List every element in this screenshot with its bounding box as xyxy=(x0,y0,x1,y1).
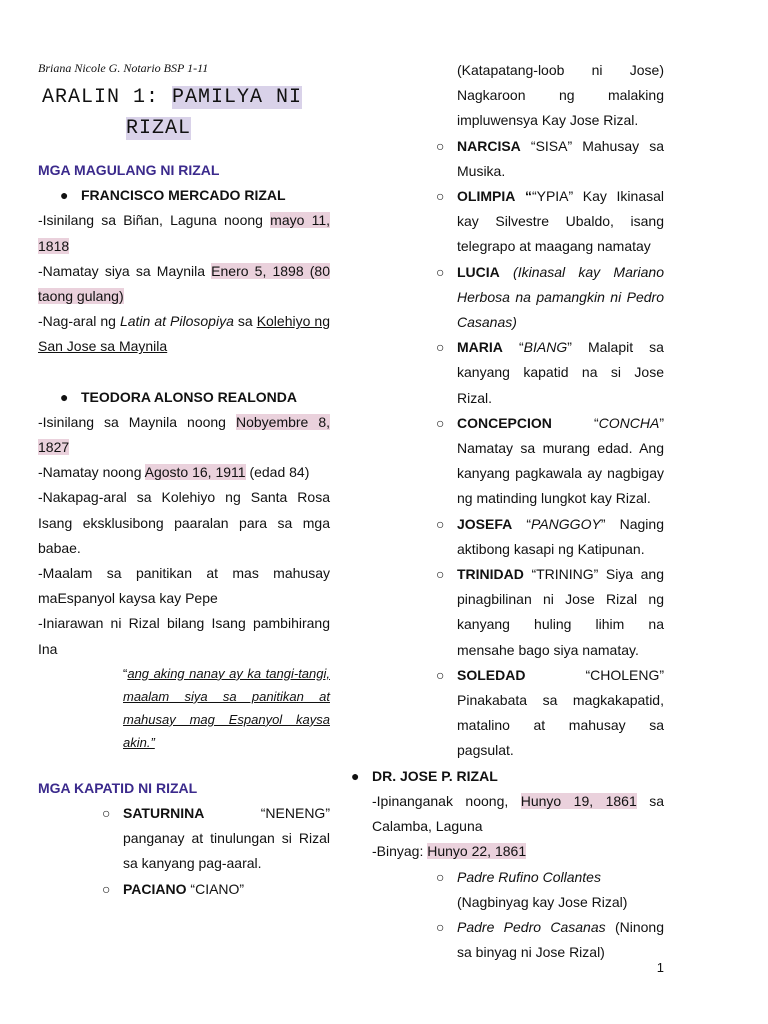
sibling-item: ○ LUCIA (Ikinasal kay Mariano Herbosa na pamangkin ni Pedro Casanas) xyxy=(372,260,664,336)
sibling-item: ○ NARCISA “SISA” Mahusay sa Musika. xyxy=(372,134,664,184)
circle-bullet-icon: ○ xyxy=(102,805,111,822)
godparent-item: ○ Padre Pedro Casanas (Ninong sa binyag ni Jose Rizal) xyxy=(372,915,664,965)
title-prefix: ARALIN 1: xyxy=(42,86,173,109)
title-highlight-2: RIZAL xyxy=(126,117,192,140)
circle-bullet-icon: ○ xyxy=(436,414,445,431)
rizal-name: ● DR. JOSE P. RIZAL xyxy=(329,764,664,789)
sibling-item: ○ PACIANO “CIANO” xyxy=(38,877,330,902)
right-column xyxy=(351,58,665,965)
mother-study: -Nakapag-aral sa Kolehiyo ng Santa Rosa Isang eksklusibong paaralan para sa mga babae. xyxy=(38,489,330,556)
mother-born: -Isinilang sa Maynila noong Nobyembre 8, 1827 xyxy=(38,413,331,456)
siblings-heading: MGA KAPATID NI RIZAL xyxy=(38,779,198,796)
page-title xyxy=(42,82,330,144)
rizal-baptism: -Binyag: Hunyo 22, 1861 xyxy=(372,843,527,860)
father-study: -Nag-aral ng Latin at Pilosopiya sa Kolehiyo ng San Jose sa Maynila xyxy=(38,313,330,355)
father-name: ● FRANCISCO MERCADO RIZAL xyxy=(38,183,330,208)
circle-bullet-icon: ○ xyxy=(436,515,445,532)
bullet-icon: ● xyxy=(60,187,69,204)
circle-bullet-icon: ○ xyxy=(436,918,445,935)
circle-bullet-icon: ○ xyxy=(436,868,445,885)
sibling-item: ○ SATURNINA “NENENG” panganay at tinulungan si Rizal sa kanyang pag-aaral. xyxy=(38,801,330,877)
mother-quote: “ang aking nanay ay ka tangi-tangi, maalam siya sa panitikan at mahusay mag Espanyol kaysa akin.” xyxy=(123,665,330,750)
page-number: 1 xyxy=(656,960,664,975)
mother-regard: -Iniarawan ni Rizal bilang Isang pambihirang Ina xyxy=(38,615,330,657)
paciano-continuation: (Katapatang-loob ni Jose) Nagkaroon ng malaking impluwensya Kay Jose Rizal. xyxy=(457,62,664,129)
sibling-item: ○ CONCEPCION “CONCHA” Namatay sa murang edad. Ang kanyang pagkawala ay nagbigay ng matinding lungkot kay Rizal. xyxy=(372,411,664,512)
godparent-item: ○ Padre Rufino Collantes (Nagbinyag kay Jose Rizal) xyxy=(372,865,664,915)
mother-name: ● TEODORA ALONSO REALONDA xyxy=(38,385,330,410)
left-column xyxy=(38,58,330,902)
bullet-icon: ● xyxy=(351,767,360,784)
circle-bullet-icon: ○ xyxy=(436,188,445,205)
mother-skill: -Maalam sa panitikan at mas mahusay maEspanyol kaysa kay Pepe xyxy=(38,565,330,607)
mother-died: -Namatay noong Agosto 16, 1911 (edad 84) xyxy=(38,464,310,481)
bullet-icon: ● xyxy=(60,388,69,405)
sibling-item: ○ TRINIDAD “TRINING” Siya ang pinagbilinan ni Jose Rizal ng kanyang huling lihim na mensahe bago siya namatay. xyxy=(372,562,664,663)
sibling-item: ○ MARIA “BIANG” Malapit sa kanyang kapatid na si Jose Rizal. xyxy=(372,335,664,411)
sibling-item: ○ JOSEFA “PANGGOY” Naging aktibong kasapi ng Katipunan. xyxy=(372,512,664,562)
circle-bullet-icon: ○ xyxy=(436,263,445,280)
title-highlight-1: PAMILYA NI xyxy=(172,86,303,109)
circle-bullet-icon: ○ xyxy=(436,666,445,683)
sibling-item: ○ OLIMPIA ““YPIA” Kay Ikinasal kay Silvestre Ubaldo, isang telegrapo at maagang namatay xyxy=(372,184,664,260)
rizal-born: -Ipinanganak noong, Hunyo 19, 1861 sa Calamba, Laguna xyxy=(372,792,664,835)
circle-bullet-icon: ○ xyxy=(436,137,445,154)
parents-heading: MGA MAGULANG NI RIZAL xyxy=(38,162,220,178)
father-died: -Namatay siya sa Maynila Enero 5, 1898 (80 taong gulang) xyxy=(38,262,330,305)
father-born: -Isinilang sa Biñan, Laguna noong mayo 11, 1818 xyxy=(38,212,331,254)
circle-bullet-icon: ○ xyxy=(102,880,111,897)
sibling-item: ○ SOLEDAD “CHOLENG” Pinakabata sa magkakapatid, matalino at mahusay sa pagsulat. xyxy=(372,663,664,764)
circle-bullet-icon: ○ xyxy=(436,339,445,356)
author-line: Briana Nicole G. Notario BSP 1-11 xyxy=(38,61,209,75)
circle-bullet-icon: ○ xyxy=(436,566,445,583)
